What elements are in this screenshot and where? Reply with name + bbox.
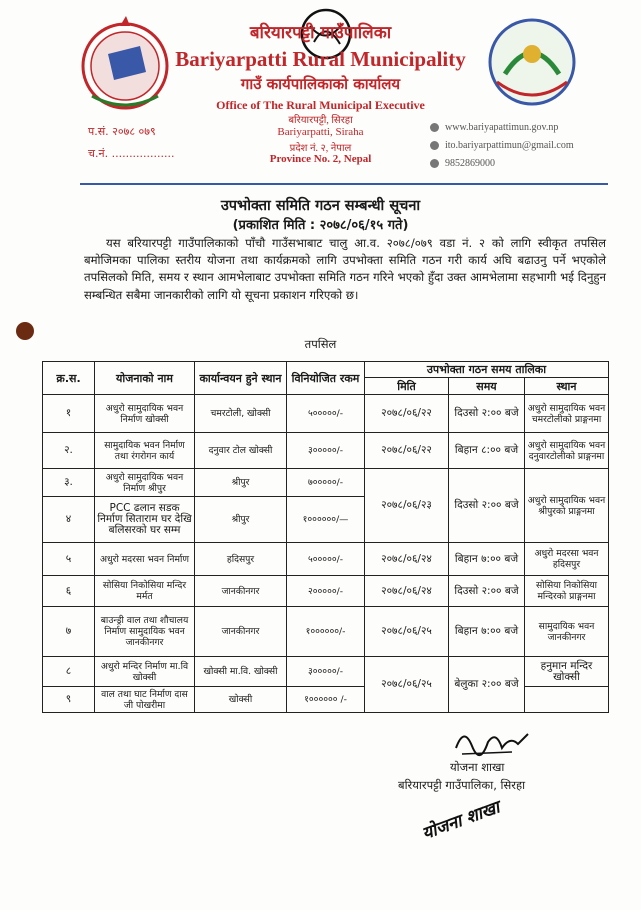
cell-location: श्रीपुर	[195, 469, 287, 497]
cell-venue: सोसिया निकोसिया मन्दिरको प्राङ्गनमा	[525, 576, 609, 607]
cell-location: श्रीपुर	[195, 497, 287, 543]
cell-location: जानकीनगर	[195, 576, 287, 607]
cell-sn: ६	[43, 576, 95, 607]
cell-time: बिहान ७:०० बजे	[449, 607, 525, 657]
cell-sn: ७	[43, 607, 95, 657]
email-text[interactable]: ito.bariyarpattimun@gmail.com	[445, 140, 574, 151]
reference-number: प.सं. २०७८ ०७९	[88, 125, 156, 138]
cell-venue: अधुरो मदरसा भवन हदिसपुर	[525, 543, 609, 576]
cell-venue: अधुरो सामुदायिक भवन चमरटोलीको प्राङ्गनमा	[525, 395, 609, 433]
notice-body: यस बरियारपट्टी गाउँपालिकाको पाँचौ गाउँसभाबाट चालु आ.व. २०७८/०७९ वडा नं. २ को लागि स्वीकृत तपसिल बमोजिमका पालिका स्तरीय योजना तथा कार्यक्रमको लागि उपभोक्ता समिति गठन गरी कार्य अघि बढाउनु पर्ने भएकोले तपसिलको मिति, समय र स्थान आमभेलाबाट उपभोक्ता समिति गठन गरिने भएको हुँदा उक्त आमभेलामा सहभागी भई दिनुहुन सम्बन्धित सबैमा जानकारीको लागि यो सूचना प्रकाशन गरिएको छ।	[84, 236, 606, 302]
header-amount: विनियोजित रकम	[287, 362, 365, 395]
municipality-name-en: Bariyarpatti Rural Municipality	[175, 47, 466, 71]
cell-sn: ९	[43, 687, 95, 713]
header-location: कार्यान्वयन हुने स्थान	[195, 362, 287, 395]
cell-date: २०७८/०६/२५	[365, 607, 449, 657]
cell-amount: २०००००/-	[287, 576, 365, 607]
header-date: मिति	[365, 378, 449, 395]
cell-amount: ३०००००/-	[287, 657, 365, 687]
cell-project: सोसिया निकोसिया मन्दिर मर्मत	[95, 576, 195, 607]
cell-date: २०७८/०६/२५	[365, 657, 449, 713]
cell-location: खोक्सी	[195, 687, 287, 713]
cell-venue: अधुरो सामुदायिक भवन श्रीपुरको प्राङ्गनमा	[525, 469, 609, 543]
office-name-np: गाउँ कार्यपालिकाको कार्यालय	[240, 75, 401, 93]
address-np: बरियारपट्टी, सिरहा	[288, 115, 353, 126]
cell-time: दिउसो २:०० बजे	[449, 395, 525, 433]
table-row	[43, 469, 609, 497]
table-row	[43, 657, 609, 687]
cell-project: बाउन्ड्री वाल तथा शौचालय निर्माण सामुदायिक भवन जानकीनगर	[95, 607, 195, 657]
cell-project: अधुरो मदरसा भवन निर्माण	[95, 543, 195, 576]
cell-date: २०७८/०६/२४	[365, 576, 449, 607]
cell-date: २०७८/०६/२४	[365, 543, 449, 576]
cell-amount: १०००००० /-	[287, 687, 365, 713]
signatory-office: बरियारपट्टी गाउँपालिका, सिरहा	[398, 778, 526, 792]
cell-venue: हनुमान मन्दिर खोक्सी	[525, 657, 609, 687]
cell-sn: १	[43, 395, 95, 433]
schedule-subheading: तपसिल	[304, 337, 337, 351]
signatory-name: योजना शाखा	[450, 760, 505, 774]
email-icon	[430, 141, 439, 150]
cell-location: खोक्सी मा.वि. खोक्सी	[195, 657, 287, 687]
phone-text: 9852869000	[445, 158, 495, 169]
email-contact	[430, 140, 574, 151]
cell-project: वाल तथा घाट निर्माण दास जी पोखरीमा	[95, 687, 195, 713]
cell-sn: ४	[43, 497, 95, 543]
cell-time: बेलुका २:०० बजे	[449, 657, 525, 713]
cell-sn: ३.	[43, 469, 95, 497]
cell-project: अधुरो सामुदायिक भवन निर्माण खोक्सी	[95, 395, 195, 433]
table-row	[43, 395, 609, 433]
cell-amount: ५०००००/-	[287, 395, 365, 433]
table-row	[43, 607, 609, 657]
cell-sn: ५	[43, 543, 95, 576]
header-time: समय	[449, 378, 525, 395]
cell-date: २०७८/०६/२३	[365, 469, 449, 543]
header-sn: क्र.स.	[43, 362, 95, 395]
dispatch-number: च.नं. ..................	[88, 147, 175, 160]
department-stamp: योजना शाखा	[419, 797, 503, 845]
cell-project: अधुरो मन्दिर निर्माण मा.वि खोक्सी	[95, 657, 195, 687]
phone-icon	[430, 159, 439, 168]
cell-time: बिहान ७:०० बजे	[449, 543, 525, 576]
notice-title: उपभोक्ता समिति गठन सम्बन्धी सूचना	[220, 198, 421, 214]
province-np: प्रदेश नं. २, नेपाल	[289, 143, 352, 154]
header-divider	[80, 183, 608, 185]
cell-amount: ७०००००/-	[287, 469, 365, 497]
website-text[interactable]: www.bariyapattimun.gov.np	[445, 122, 559, 133]
cell-venue: अधुरो सामुदायिक भवन दनुवारटोलीको प्राङ्गनमा	[525, 433, 609, 469]
cell-amount: ५०००००/-	[287, 543, 365, 576]
table-row	[43, 433, 609, 469]
published-date: (प्रकाशित मिति : २०७८/०६/१५ गते)	[232, 218, 409, 233]
cell-time: दिउसो २:०० बजे	[449, 576, 525, 607]
globe-icon	[430, 123, 439, 132]
website-contact	[430, 122, 558, 133]
cell-location: हदिसपुर	[195, 543, 287, 576]
cell-venue: सामुदायिक भवन जानकीनगर	[525, 607, 609, 657]
table-row	[43, 687, 609, 713]
cell-project: अधुरो सामुदायिक भवन निर्माण श्रीपुर	[95, 469, 195, 497]
province-en: Province No. 2, Nepal	[269, 153, 372, 165]
municipality-name-np: बरियारपट्टी गाउँपालिका	[249, 23, 392, 43]
header-schedule: उपभोक्ता गठन समय तालिका	[365, 362, 609, 378]
cell-time: बिहान ८:०० बजे	[449, 433, 525, 469]
cell-sn: ८	[43, 657, 95, 687]
header-venue: स्थान	[525, 378, 609, 395]
cell-venue-empty	[525, 687, 609, 713]
cell-project: सामुदायिक भवन निर्माण तथा रंगरोगन कार्य	[95, 433, 195, 469]
cell-amount: ३०००००/-	[287, 433, 365, 469]
cell-date: २०७८/०६/२२	[365, 395, 449, 433]
cell-amount: १००००००/—	[287, 497, 365, 543]
table-row	[43, 576, 609, 607]
cell-time: दिउसो २:०० बजे	[449, 469, 525, 543]
phone-contact	[430, 158, 495, 169]
office-name-en: Office of The Rural Municipal Executive	[216, 98, 425, 112]
cell-location: जानकीनगर	[195, 607, 287, 657]
cell-location: दनुवार टोल खोक्सी	[195, 433, 287, 469]
cell-project: PCC ढलान सडक निर्माण सिताराम घर देखि बलिसरको घर सम्म	[95, 497, 195, 543]
schedule-table	[42, 361, 609, 713]
cell-location: चमरटोली, खोक्सी	[195, 395, 287, 433]
cell-sn: २.	[43, 433, 95, 469]
header-project: योजनाको नाम	[95, 362, 195, 395]
address-en: Bariyarpatti, Siraha	[277, 126, 364, 138]
cell-amount: १००००००/-	[287, 607, 365, 657]
handwritten-signature	[452, 722, 532, 762]
cell-date: २०७८/०६/२२	[365, 433, 449, 469]
table-row	[43, 543, 609, 576]
